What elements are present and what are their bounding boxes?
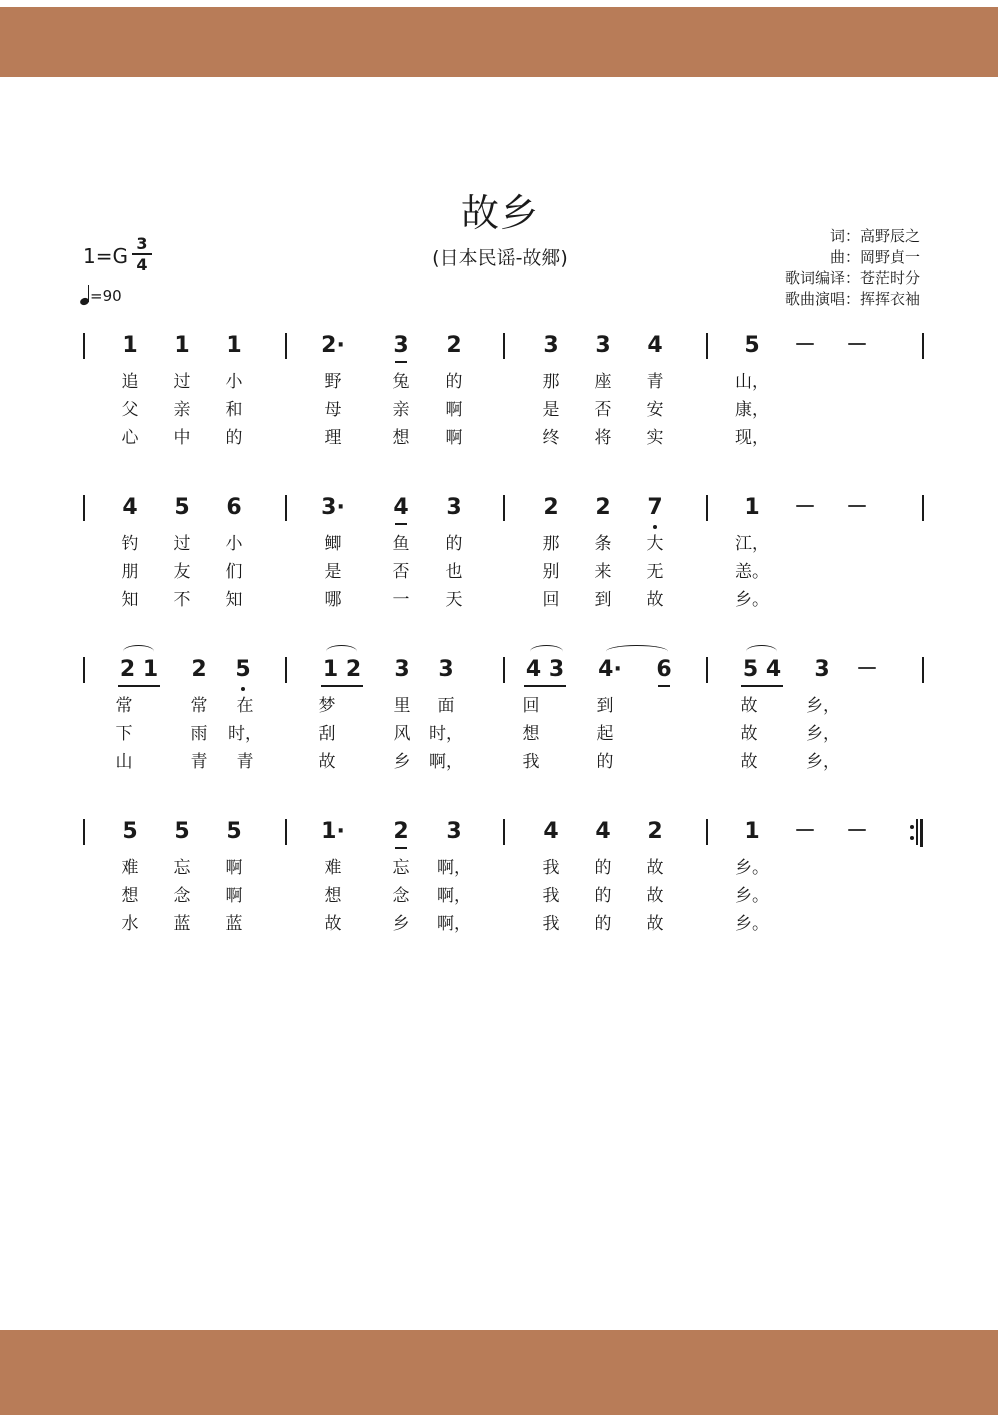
lyric-syllable: 现， <box>735 428 769 448</box>
lyric-syllable: 到 <box>594 590 612 610</box>
note: 5 <box>174 495 190 520</box>
lyric-syllable: 来 <box>594 562 612 582</box>
header-band <box>0 7 998 77</box>
lyric-syllable: 不 <box>173 590 191 610</box>
lyric-syllable: 水 <box>121 914 139 934</box>
lyric-syllable: 山， <box>735 372 769 392</box>
lyric-syllable: 难 <box>121 858 139 878</box>
note: － <box>793 495 816 520</box>
lyric-syllable: 忘 <box>173 858 191 878</box>
lyric-syllable: 风 <box>393 724 411 744</box>
footer-band <box>0 1330 998 1415</box>
lyric-syllable: 否 <box>594 400 612 420</box>
lyric-syllable: 起 <box>596 724 614 744</box>
lyric-syllable: 想 <box>522 724 540 744</box>
note: 1 <box>174 333 190 358</box>
lyric-syllable: 无 <box>646 562 664 582</box>
lyric-syllable: 蓝 <box>225 914 243 934</box>
lyric-syllable: 康， <box>735 400 769 420</box>
note: 3 <box>814 657 830 682</box>
lyric-syllable: 江， <box>735 534 769 554</box>
bar-line <box>922 657 924 683</box>
note: 2 <box>386 819 416 845</box>
note: － <box>845 819 868 844</box>
lyric-syllable: 兔 <box>392 372 410 392</box>
slur <box>326 645 357 658</box>
time-signature <box>132 235 152 273</box>
lyric-syllable: 故 <box>646 914 664 934</box>
note: 2 <box>595 495 611 520</box>
note: 2 <box>191 657 207 682</box>
note: 5 <box>744 333 760 358</box>
lyric-syllable: 故 <box>740 696 758 716</box>
lyric-syllable: 过 <box>173 372 191 392</box>
bar-line <box>285 657 287 683</box>
lyric-syllable: 天 <box>445 590 463 610</box>
lyric-syllable: 知 <box>121 590 139 610</box>
lyric-syllable: 时， <box>228 724 262 744</box>
lyric-syllable: 父 <box>121 400 139 420</box>
note: 7 <box>640 495 670 521</box>
bar-line <box>916 819 918 845</box>
credit-lyricist: 词：高野辰之 <box>829 227 920 245</box>
lyric-syllable: 是 <box>324 562 342 582</box>
note: 5 <box>174 819 190 844</box>
lyric-syllable: 故 <box>646 590 664 610</box>
note: 4 <box>647 333 663 358</box>
note: － <box>845 333 868 358</box>
note: 2 <box>446 333 462 358</box>
slur <box>530 645 563 658</box>
lyric-syllable: 友 <box>173 562 191 582</box>
note: 6 <box>226 495 242 520</box>
lyric-syllable: 乡。 <box>735 914 769 934</box>
lyric-syllable: 我 <box>522 752 540 772</box>
lyric-syllable: 的 <box>594 886 612 906</box>
note: 2 1 <box>116 657 162 683</box>
note: 1 <box>226 333 242 358</box>
note: 5 <box>228 657 258 683</box>
bar-line <box>83 819 85 845</box>
lyric-syllable: 的 <box>596 752 614 772</box>
meter-bottom: 4 <box>136 254 148 274</box>
lyric-syllable: 下 <box>115 724 133 744</box>
lyric-syllable: 鱼 <box>392 534 410 554</box>
note: 4 <box>122 495 138 520</box>
lyric-syllable: 啊 <box>445 400 463 420</box>
slur <box>123 645 154 658</box>
lyric-syllable: 乡， <box>806 696 840 716</box>
lyric-syllable: 条 <box>594 534 612 554</box>
bar-line <box>83 657 85 683</box>
lyric-syllable: 青 <box>190 752 208 772</box>
lyric-syllable: 追 <box>121 372 139 392</box>
note: 4· <box>598 657 622 682</box>
note: 4 <box>595 819 611 844</box>
lyric-syllable: 到 <box>596 696 614 716</box>
lyric-syllable: 啊， <box>437 914 471 934</box>
credits <box>785 226 920 310</box>
note: 3 <box>446 819 462 844</box>
note: 1 2 <box>319 657 365 683</box>
repeat-dot <box>910 825 914 829</box>
lyric-syllable: 乡。 <box>735 858 769 878</box>
lyric-syllable: 大 <box>646 534 664 554</box>
lyric-syllable: 我 <box>542 914 560 934</box>
score-system <box>0 333 1000 453</box>
lyric-syllable: 安 <box>646 400 664 420</box>
lyric-syllable: 啊， <box>437 886 471 906</box>
lyric-syllable: 忘 <box>392 858 410 878</box>
key-signature: 1=G <box>83 244 128 268</box>
lyric-syllable: 理 <box>324 428 342 448</box>
lyric-syllable: 也 <box>445 562 463 582</box>
credit-composer: 曲：岡野貞一 <box>829 248 920 266</box>
lyric-syllable: 乡， <box>806 724 840 744</box>
song-subtitle: (日本民谣-故郷) <box>432 247 568 269</box>
lyric-syllable: 故 <box>318 752 336 772</box>
note: 5 <box>226 819 242 844</box>
note: 3 <box>595 333 611 358</box>
lyric-syllable: 否 <box>392 562 410 582</box>
lyric-syllable: 想 <box>392 428 410 448</box>
lyric-syllable: 故 <box>740 752 758 772</box>
note: 5 4 <box>739 657 785 683</box>
lyric-syllable: 朋 <box>121 562 139 582</box>
bar-line <box>706 657 708 683</box>
lyric-syllable: 那 <box>542 372 560 392</box>
lyric-syllable: 的 <box>445 372 463 392</box>
note: 3· <box>321 495 345 520</box>
lyric-syllable: 实 <box>646 428 664 448</box>
lyric-syllable: 时， <box>429 724 463 744</box>
lyric-syllable: 我 <box>542 858 560 878</box>
lyric-syllable: 亲 <box>392 400 410 420</box>
lyric-syllable: 乡。 <box>735 886 769 906</box>
lyric-syllable: 小 <box>225 534 243 554</box>
lyric-syllable: 的 <box>225 428 243 448</box>
lyric-syllable: 山 <box>115 752 133 772</box>
lyric-syllable: 将 <box>594 428 612 448</box>
lyric-syllable: 里 <box>393 696 411 716</box>
note: － <box>793 333 816 358</box>
note: 4 <box>386 495 416 521</box>
bar-line <box>83 495 85 521</box>
lyric-syllable: 那 <box>542 534 560 554</box>
lyric-syllable: 和 <box>225 400 243 420</box>
lyric-syllable: 一 <box>392 590 410 610</box>
bar-line <box>922 333 924 359</box>
bar-line <box>285 819 287 845</box>
lyric-syllable: 是 <box>542 400 560 420</box>
lyric-syllable: 啊 <box>445 428 463 448</box>
bar-line <box>706 495 708 521</box>
lyric-syllable: 故 <box>324 914 342 934</box>
bar-line <box>922 495 924 521</box>
note: － <box>845 495 868 520</box>
repeat-dot <box>910 836 914 840</box>
note: 2 <box>647 819 663 844</box>
note: 4 <box>543 819 559 844</box>
lyric-syllable: 故 <box>646 858 664 878</box>
lyric-syllable: 雨 <box>190 724 208 744</box>
repeat-end-bar <box>920 819 923 847</box>
lyric-syllable: 恙。 <box>735 562 769 582</box>
lyric-syllable: 乡， <box>806 752 840 772</box>
lyric-syllable: 蓝 <box>173 914 191 934</box>
lyric-syllable: 青 <box>236 752 254 772</box>
meter-top: 3 <box>136 234 148 253</box>
lyric-syllable: 面 <box>437 696 455 716</box>
note: 1 <box>122 333 138 358</box>
lyric-syllable: 母 <box>324 400 342 420</box>
tempo-value: =90 <box>90 287 122 305</box>
score-system <box>0 819 1000 939</box>
bar-line <box>503 819 505 845</box>
lyric-syllable: 念 <box>392 886 410 906</box>
note: 4 3 <box>522 657 568 683</box>
bar-line <box>285 333 287 359</box>
lyric-syllable: 回 <box>522 696 540 716</box>
lyric-syllable: 乡。 <box>735 590 769 610</box>
note: 3 <box>438 657 454 682</box>
slur <box>606 645 668 658</box>
note: － <box>793 819 816 844</box>
credit-translator: 歌词编译：苍茫时分 <box>784 269 920 287</box>
lyric-syllable: 故 <box>646 886 664 906</box>
lyric-syllable: 梦 <box>318 696 336 716</box>
lyric-syllable: 在 <box>236 696 254 716</box>
lyric-syllable: 常 <box>190 696 208 716</box>
lyric-syllable: 回 <box>542 590 560 610</box>
lyric-syllable: 乡 <box>393 752 411 772</box>
bar-line <box>706 333 708 359</box>
note: 3 <box>394 657 410 682</box>
lyric-syllable: 哪 <box>324 590 342 610</box>
tempo-marking <box>80 285 122 305</box>
lyric-syllable: 常 <box>115 696 133 716</box>
lyric-syllable: 的 <box>594 914 612 934</box>
note: 5 <box>122 819 138 844</box>
lyric-syllable: 故 <box>740 724 758 744</box>
bar-line <box>503 495 505 521</box>
note: 2· <box>321 333 345 358</box>
bar-line <box>706 819 708 845</box>
bar-line <box>503 333 505 359</box>
lyric-syllable: 中 <box>173 428 191 448</box>
note: 6 <box>649 657 679 683</box>
score-system <box>0 495 1000 615</box>
lyric-syllable: 的 <box>445 534 463 554</box>
lyric-syllable: 过 <box>173 534 191 554</box>
lyric-syllable: 鲫 <box>324 534 342 554</box>
note: 1 <box>744 495 760 520</box>
quarter-note-icon <box>80 285 90 305</box>
bar-line <box>83 333 85 359</box>
lyric-syllable: 别 <box>542 562 560 582</box>
song-title: 故乡 <box>460 191 539 235</box>
lyric-syllable: 青 <box>646 372 664 392</box>
lyric-syllable: 座 <box>594 372 612 392</box>
lyric-syllable: 心 <box>121 428 139 448</box>
slur <box>746 645 777 658</box>
note: 3 <box>543 333 559 358</box>
lyric-syllable: 亲 <box>173 400 191 420</box>
lyric-syllable: 知 <box>225 590 243 610</box>
lyric-syllable: 啊 <box>225 858 243 878</box>
note: 2 <box>543 495 559 520</box>
lyric-syllable: 乡 <box>392 914 410 934</box>
lyric-syllable: 啊 <box>225 886 243 906</box>
lyric-syllable: 难 <box>324 858 342 878</box>
lyric-syllable: 们 <box>225 562 243 582</box>
lyric-syllable: 的 <box>594 858 612 878</box>
bar-line <box>285 495 287 521</box>
lyric-syllable: 终 <box>542 428 560 448</box>
lyric-syllable: 小 <box>225 372 243 392</box>
lyric-syllable: 啊， <box>429 752 463 772</box>
lyric-syllable: 我 <box>542 886 560 906</box>
lyric-syllable: 念 <box>173 886 191 906</box>
lyric-syllable: 刮 <box>318 724 336 744</box>
lyric-syllable: 野 <box>324 372 342 392</box>
lyric-syllable: 想 <box>324 886 342 906</box>
lyric-syllable: 啊， <box>437 858 471 878</box>
note: － <box>855 657 878 682</box>
note: 3 <box>386 333 416 359</box>
note: 1· <box>321 819 345 844</box>
score-system <box>0 657 1000 777</box>
credit-performer: 歌曲演唱：挥挥衣袖 <box>784 290 920 308</box>
bar-line <box>503 657 505 683</box>
note: 1 <box>744 819 760 844</box>
note: 3 <box>446 495 462 520</box>
lyric-syllable: 想 <box>121 886 139 906</box>
lyric-syllable: 钓 <box>121 534 139 554</box>
